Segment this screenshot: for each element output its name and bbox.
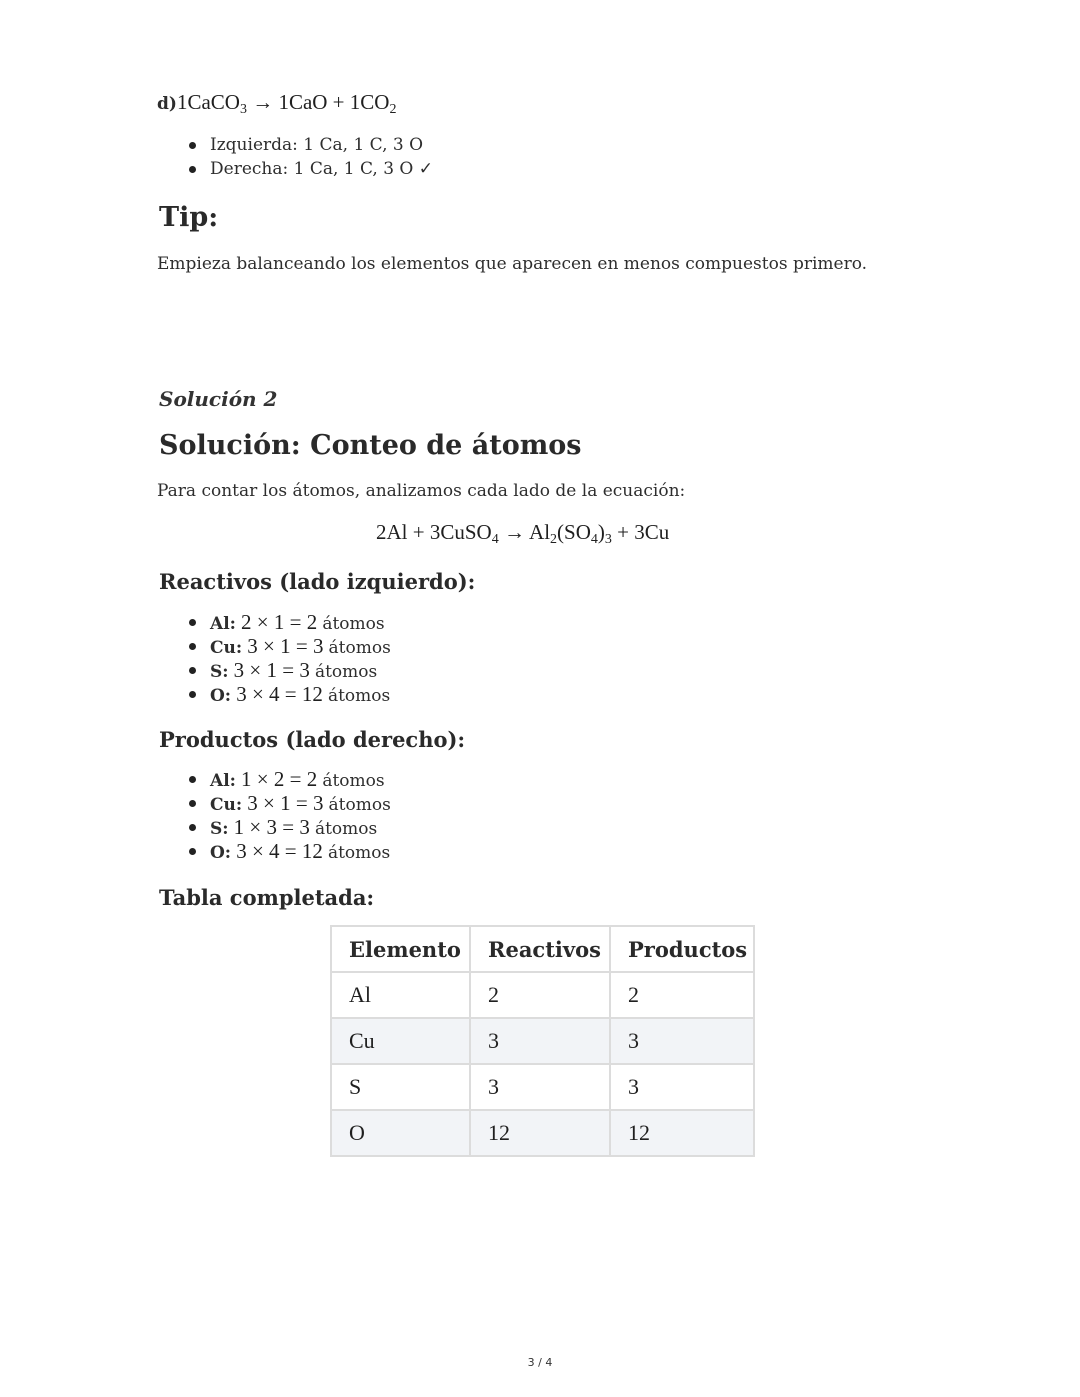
products-list [189,767,391,863]
list-item [189,839,391,863]
element-label: Al: [210,614,236,634]
table-cell: Al [331,972,470,1018]
element-unit: átomos [322,614,385,634]
table-header-row [331,926,754,972]
element-expr: 1 × 3 = 3 [233,815,310,839]
equation-part: 2Al + 3CuSO [376,520,492,544]
table-row [331,1110,754,1156]
equation-arrow: → [498,520,530,544]
element-unit: átomos [327,843,391,863]
element-label: O: [210,686,232,706]
element-label: S: [210,819,229,839]
element-expr: 3 × 4 = 12 [236,682,323,706]
table-row [331,1018,754,1064]
table-row [331,1064,754,1110]
table-heading: Tabla completada: [159,885,375,910]
list-item: Izquierda: 1 Ca, 1 C, 3 O [189,133,433,157]
table-cell: 3 [610,1064,754,1110]
equation-sub: 4 [590,532,598,547]
products-heading: Productos (lado derecho): [159,727,466,752]
table-cell: 2 [610,972,754,1018]
table-cell: S [331,1064,470,1110]
element-label: Al: [210,771,236,791]
equation-d-sub: 3 [239,102,247,117]
page-number: 3 / 4 [527,1356,553,1369]
list-item: Derecha: 1 Ca, 1 C, 3 O ✓ [189,157,433,181]
solution-intro: Para contar los átomos, analizamos cada lado de la ecuación: [157,481,686,501]
table-cell: Cu [331,1018,470,1064]
element-unit: átomos [328,638,391,658]
equation-sub: 2 [550,532,558,547]
tip-heading: Tip: [159,202,219,233]
element-label: O: [210,843,232,863]
list-item [189,634,391,658]
tip-text: Empieza balanceando los elementos que aparecen en menos compuestos primero. [157,254,868,274]
list-item [189,791,391,815]
list-item [189,767,391,791]
equation-d-arrow: → [246,90,279,114]
element-label: Cu: [210,795,243,815]
element-label: Cu: [210,638,243,658]
equation-d-products: 1CaO + 1CO [278,90,390,114]
list-item [189,610,391,634]
equation-d-label: d) [157,94,177,114]
atom-count-table [330,925,755,1157]
table-cell: 12 [610,1110,754,1156]
main-equation [376,520,669,545]
table-cell: 3 [470,1018,610,1064]
element-expr: 3 × 1 = 3 [247,791,324,815]
element-unit: átomos [322,771,385,791]
solution-label: Solución 2 [159,387,278,411]
list-item [189,682,391,706]
element-unit: átomos [328,795,391,815]
table-header: Productos [610,926,754,972]
equation-d-sub: 2 [389,102,397,117]
element-expr: 3 × 1 = 3 [247,634,324,658]
equation-part: (SO [557,520,591,544]
page-title: Solución: Conteo de átomos [159,430,582,461]
equation-d [157,90,396,115]
reactants-heading: Reactivos (lado izquierdo): [159,569,476,594]
equation-part: ) [597,520,605,544]
element-unit: átomos [314,819,378,839]
equation-sub: 3 [604,532,612,547]
table-header: Elemento [331,926,470,972]
equation-part: Al [529,520,551,544]
element-label: S: [210,662,229,682]
table-cell: 3 [610,1018,754,1064]
table-cell: 12 [470,1110,610,1156]
list-item [189,658,391,682]
element-expr: 2 × 1 = 2 [241,610,318,634]
reactants-list [189,610,391,706]
table-cell: 2 [470,972,610,1018]
element-unit: átomos [327,686,391,706]
table-cell: O [331,1110,470,1156]
equation-d-reactant: 1CaCO [176,90,240,114]
table-header: Reactivos [470,926,610,972]
table-row [331,972,754,1018]
part-d-bullets [189,133,433,181]
table-cell: 3 [470,1064,610,1110]
list-item [189,815,391,839]
element-expr: 1 × 2 = 2 [241,767,318,791]
equation-part: + 3Cu [611,520,670,544]
element-expr: 3 × 1 = 3 [233,658,310,682]
element-expr: 3 × 4 = 12 [236,839,323,863]
equation-sub: 4 [491,532,499,547]
element-unit: átomos [314,662,378,682]
